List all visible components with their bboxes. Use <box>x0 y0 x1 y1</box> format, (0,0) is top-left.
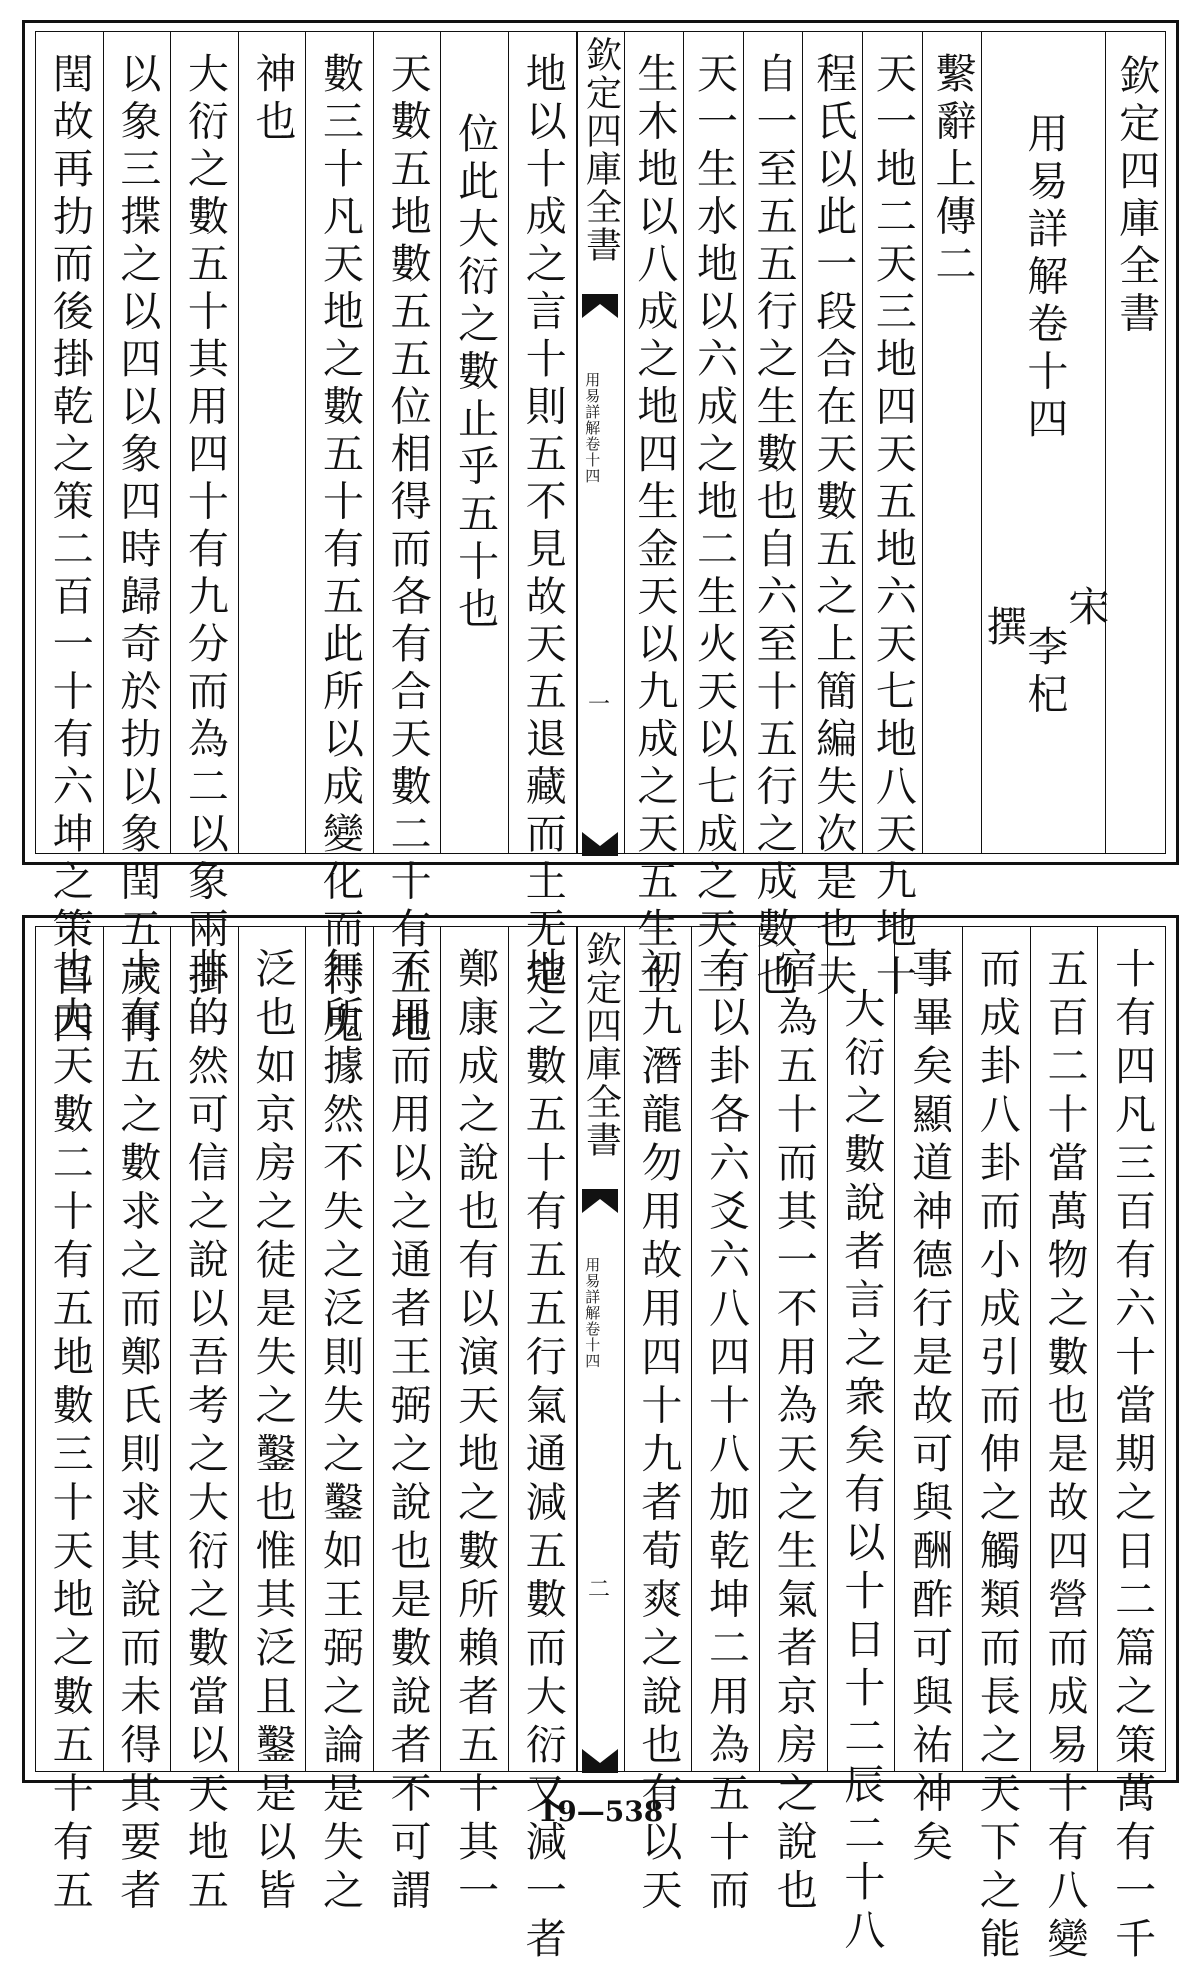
text-column: 地之數五十有五五行氣通減五數而大衍又減一者 <box>509 927 577 1771</box>
text-column: 位此大衍之數止乎五十也 <box>441 32 509 853</box>
text-column: 閏故再扐而後掛乾之策二百一十有六坤之策百四 <box>36 32 104 853</box>
book-page-1 <box>22 20 1179 1050</box>
text-column: 不用而用以之通者王弼之說也是數說者不可謂 <box>374 927 442 1771</box>
text-column: 數三十凡天地之數五十有五此所以成變化而行鬼 <box>306 32 374 853</box>
text-column: 生木地以八成之地四生金天以九成之天五生土 <box>625 32 685 853</box>
text-column: 欽定四庫全書 <box>1112 54 1161 339</box>
center-book-volume: 卷十四 <box>583 436 602 484</box>
author-line <box>979 584 1110 720</box>
volume-heading-column <box>979 32 1110 853</box>
center-book-volume: 卷十四 <box>583 1321 602 1369</box>
center-title: 欽定四庫全書 <box>580 931 622 1159</box>
text-column: 以象三揲之以四以象四時歸奇於扐以象閏五歲再 <box>104 32 172 853</box>
fish-tail-mark-icon <box>582 1189 618 1213</box>
text-column: 泛也如京房之徒是失之鑿也惟其泛且鑿是以皆 <box>239 927 307 1771</box>
author-role: 撰 <box>979 604 1028 652</box>
center-book-name <box>584 1257 600 1369</box>
text-column: 宿為五十而其一不用為天之生氣者京房之說也 <box>760 927 828 1771</box>
text-column: 天數五地數五五位相得而各有合天數二十有五地 <box>374 32 442 853</box>
text-column: 也夫天數二十有五地數三十天地之數五十有五 <box>36 927 104 1771</box>
text-column: 大衍之數五十其用四十有九分而為二以象兩掛一 <box>171 32 239 853</box>
page-footer-number: 19—538 <box>537 1795 664 1828</box>
page-1-right-half <box>625 32 1166 1002</box>
page-1-frame <box>35 31 1166 1050</box>
text-column: 而成卦八卦而小成引而伸之觸類而長之天下之能 <box>963 927 1031 1771</box>
page-2-center-strip <box>577 927 625 1771</box>
author-dynasty: 宋 <box>1061 584 1110 632</box>
text-column: 自一至五五行之生數也自六至十五行之成數也 <box>744 32 804 853</box>
fish-tail-mark-icon <box>582 294 618 318</box>
page-2-left-half <box>36 927 577 1966</box>
text-column: 鄭康成之說也有以演天地之數所賴者五十其一 <box>441 927 509 1771</box>
page-1-left-half <box>36 32 577 1050</box>
fish-tail-mark-icon <box>582 832 618 856</box>
center-title: 欽定四庫全書 <box>580 36 622 264</box>
text-column: 天一地二天三地四天五地六天七地八天九地十 <box>863 32 923 853</box>
text-column: 大衍之數說者言之衆矣有以十日十二辰二十八 <box>828 927 896 1771</box>
center-book-title: 用易詳解 <box>583 1257 602 1321</box>
text-column: 天一生水地以六成之地二生火天以七成之天三 <box>684 32 744 853</box>
author-name: 李杞 <box>1020 624 1069 720</box>
text-column: 神也 <box>239 32 307 853</box>
text-column: 十有五之數求之而鄭氏則求其說而未得其要者 <box>104 927 172 1771</box>
text-column: 程氏以此一段合在天數五之上簡編失次是也夫 <box>803 32 863 853</box>
volume-heading: 用易詳解卷十四 <box>1020 112 1069 445</box>
fish-tail-mark-icon <box>582 1749 618 1773</box>
text-column: 無所據然不失之泛則失之鑿如王弼之論是失之 <box>306 927 374 1771</box>
center-page-number: 一 <box>584 692 610 714</box>
center-book-title: 用易詳解 <box>583 372 602 436</box>
text-column: 地以十成之言十則五不見故天五退藏而土无定 <box>509 32 577 853</box>
center-page-number: 二 <box>584 1577 610 1599</box>
text-column: 非的然可信之說以吾考之大衍之數當以天地五 <box>171 927 239 1771</box>
text-column: 十有四凡三百有六十當期之日二篇之策萬有一千 <box>1108 947 1157 1966</box>
text-column: 事畢矣顯道神德行是故可與酬酢可與祐神矣 <box>895 927 963 1771</box>
text-column: 五百二十當萬物之數也是故四營而成易十有八變 <box>1031 927 1099 1771</box>
center-book-name <box>584 372 600 484</box>
page-1-center-strip <box>577 32 625 853</box>
text-column: 有以卦各六爻六八四十八加乾坤二用為五十而 <box>692 927 760 1771</box>
text-column: 繫辭上傳二 <box>923 32 983 853</box>
page-2-right-half <box>625 927 1166 1966</box>
text-column: 初九潛龍勿用故用四十九者荀爽之說也有以天 <box>625 927 693 1771</box>
